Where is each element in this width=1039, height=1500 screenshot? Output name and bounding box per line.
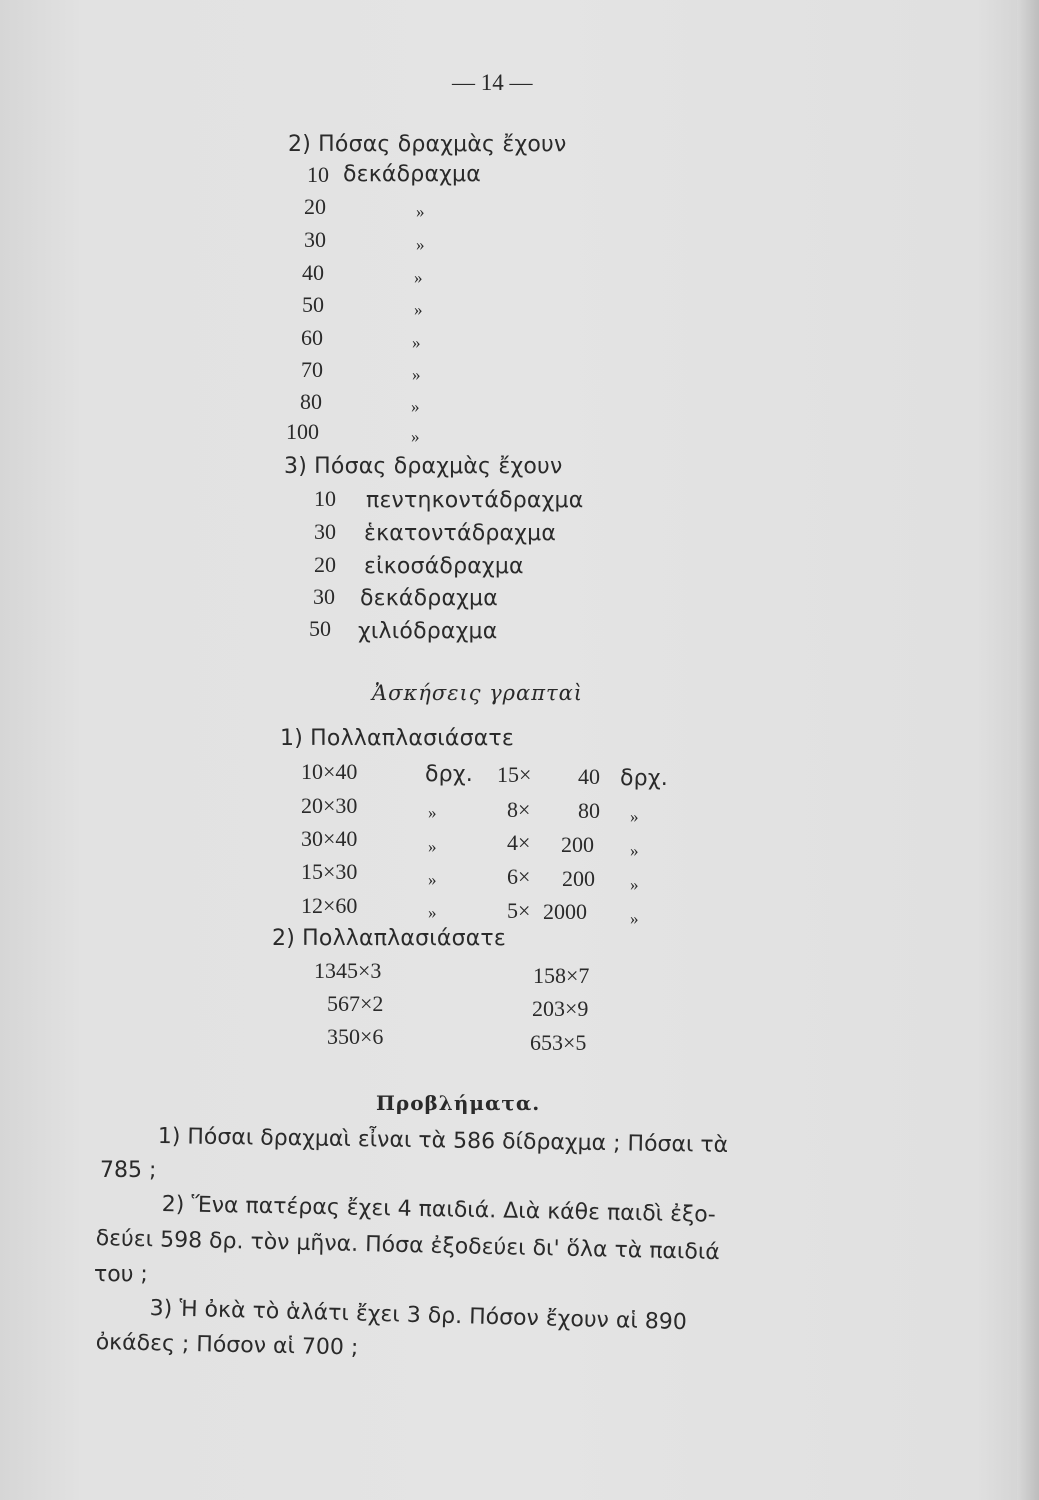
q3-row-unit: εἰκοσάδραχμα (364, 554, 524, 579)
ex1-left-expr: 10×40 (301, 759, 358, 784)
ex1-left-expr: 12×60 (301, 893, 358, 918)
q2-row-number: 60 (301, 325, 323, 350)
q3-row-unit: δεκάδραχμα (360, 586, 498, 611)
q2-row-number: 100 (286, 419, 319, 444)
q2-row-ditto: » (414, 268, 423, 287)
ex1-right-val: 200 (562, 866, 595, 891)
problems-heading: Προβλήματα. (376, 1091, 541, 1115)
ex1-right-val: 200 (561, 832, 594, 857)
written-exercises-heading: Ἀσκήσεις γραπταὶ (372, 681, 584, 705)
q2-row-ditto: » (414, 300, 423, 319)
q3-row-unit: χιλιόδραχμα (358, 619, 498, 644)
page-number: — 14 — (452, 70, 533, 95)
ex1-left-ditto: » (428, 870, 437, 889)
problem-2-line-2: δεύει 598 δρ. τὸν μῆνα. Πόσα ἐξοδεύει δι' ὅλα τὰ παιδιά (95, 1226, 721, 1266)
ex1-right-expr: 4× (507, 830, 531, 855)
q2-row-ditto: » (411, 427, 420, 446)
q2-row-ditto: » (412, 333, 421, 352)
ex1-right-ditto: » (630, 909, 639, 928)
problem-2-line-3: του ; (94, 1262, 148, 1287)
q2-row-ditto: » (411, 397, 420, 416)
q2-row-number: 10 (307, 162, 329, 187)
ex2-right-expr: 158×7 (533, 963, 590, 988)
ex1-right-val: 2000 (543, 899, 587, 924)
q3-row-number: 50 (309, 616, 331, 641)
q3-row-unit: ἑκατοντάδραχμα (364, 521, 557, 546)
ex1-right-unit: δρχ. (620, 766, 668, 791)
q2-row-ditto: » (416, 235, 425, 254)
q3-title: 3) Πόσας δραχμὰς ἔχουν (284, 454, 563, 479)
ex1-title: 1) Πολλαπλασιάσατε (280, 726, 514, 751)
ex1-right-ditto: » (630, 841, 639, 860)
q3-row-number: 10 (314, 486, 336, 511)
ex1-left-expr: 15×30 (301, 859, 358, 884)
ex1-right-ditto: » (630, 875, 639, 894)
ex1-left-expr: 20×30 (301, 793, 358, 818)
q3-row-number: 30 (314, 519, 336, 544)
ex2-title: 2) Πολλαπλασιάσατε (272, 926, 506, 951)
ex1-left-ditto: » (428, 803, 437, 822)
problem-3-line-1: 3) Ἡ ὀκὰ τὸ ἁλάτι ἔχει 3 δρ. Πόσον ἔχουν αἱ 890 (149, 1296, 688, 1336)
ex1-right-val: 40 (578, 764, 600, 789)
q2-row-ditto: » (416, 202, 425, 221)
problem-1-line-1: 1) Πόσαι δραχμαὶ εἶναι τὰ 586 δίδραχμα ; Πόσαι τὰ (157, 1124, 729, 1158)
ex1-right-expr: 5× (507, 898, 531, 923)
q2-row-ditto: » (412, 365, 421, 384)
ex1-left-ditto: » (428, 837, 437, 856)
ex1-left-unit: δρχ. (425, 762, 473, 787)
ex1-right-ditto: » (630, 807, 639, 826)
q2-row-number: 40 (302, 260, 324, 285)
ex2-right-expr: 653×5 (530, 1030, 587, 1055)
ex2-left-expr: 567×2 (327, 991, 384, 1016)
ex1-right-expr: 6× (507, 864, 531, 889)
ex2-left-expr: 1345×3 (314, 958, 382, 983)
q3-row-number: 30 (313, 584, 335, 609)
ex2-left-expr: 350×6 (327, 1024, 384, 1049)
q2-row-number: 50 (302, 292, 324, 317)
ex1-right-expr: 15× (497, 762, 532, 787)
ex1-left-ditto: » (428, 903, 437, 922)
ex1-left-expr: 30×40 (301, 826, 358, 851)
q2-row-number: 80 (300, 389, 322, 414)
q3-row-number: 20 (314, 552, 336, 577)
ex1-right-expr: 8× (507, 797, 531, 822)
problem-1-line-2: 785 ; (100, 1158, 157, 1183)
ex2-right-expr: 203×9 (532, 996, 589, 1021)
q2-row-number: 20 (304, 194, 326, 219)
q2-row-number: 70 (301, 357, 323, 382)
problem-2-line-1: 2) Ἕνα πατέρας ἔχει 4 παιδιά. Διὰ κάθε παιδὶ ἐξο- (161, 1192, 716, 1228)
problem-3-line-2: ὀκάδες ; Πόσον αἱ 700 ; (95, 1330, 359, 1361)
q3-row-unit: πεντηκοντάδραχμα (366, 488, 584, 513)
q2-row-unit: δεκάδραχμα (343, 162, 481, 187)
page-spine-shadow (1017, 0, 1039, 1500)
q2-title: 2) Πόσας δραχμὰς ἔχουν (288, 132, 567, 157)
ex1-right-val: 80 (578, 798, 600, 823)
q2-row-number: 30 (304, 227, 326, 252)
